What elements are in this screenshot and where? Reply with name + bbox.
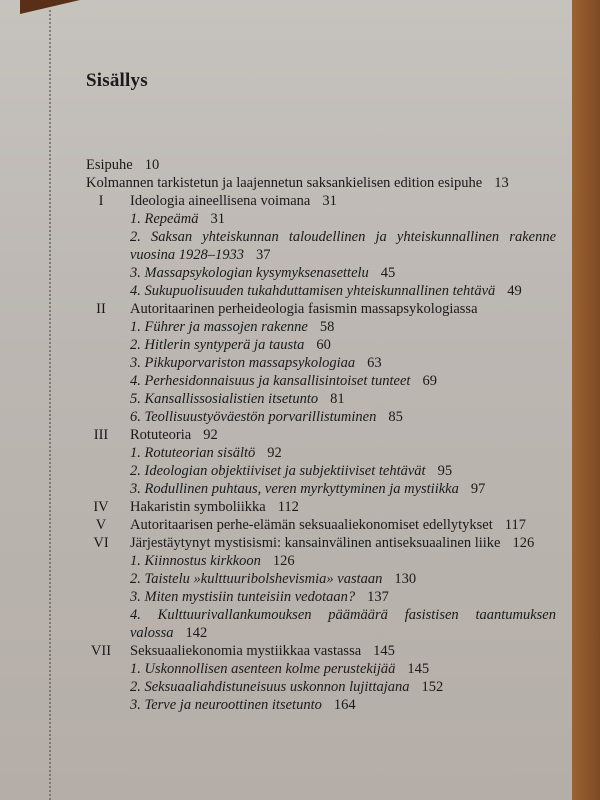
chapter-numeral: VI	[93, 535, 109, 551]
chapter-title-line	[130, 498, 556, 516]
toc-section	[130, 444, 556, 462]
page-number: 97	[470, 481, 486, 497]
toc-section	[130, 264, 556, 282]
chapter-title: Rotuteoria	[130, 427, 192, 443]
toc-section	[130, 210, 556, 228]
page-number: 10	[144, 157, 160, 173]
chapter-title-line	[130, 300, 556, 318]
section-title: 3. Massapsykologian kysymyksenasettelu	[130, 265, 369, 281]
toc-section	[130, 570, 556, 588]
section-title: 3. Rodullinen puhtaus, veren myrkyttyminen ja mystiikka	[130, 481, 459, 497]
page-number: 117	[504, 517, 526, 533]
toc-section	[130, 696, 556, 714]
toc-section	[130, 588, 556, 606]
toc-section	[130, 660, 556, 678]
page-number: 152	[421, 679, 444, 695]
section-title: 3. Terve ja neuroottinen itsetunto	[130, 697, 322, 713]
chapter-title: Seksuaaliekonomia mystiikkaa vastassa	[130, 643, 362, 659]
wooden-table-edge	[572, 0, 600, 800]
section-title: 2. Taistelu »kulttuuribolshevismia» vastaan	[130, 571, 383, 587]
page-number: 31	[210, 211, 225, 227]
toc-front-matter-item: Esipuhe 10	[86, 157, 160, 173]
toc-chapter	[86, 642, 556, 714]
page-number: 95	[437, 463, 453, 479]
page-number: 81	[330, 391, 345, 407]
section-title: 1. Uskonnollisen asenteen kolme perustekijää	[130, 661, 396, 677]
page-number: 58	[319, 319, 335, 335]
toc-section	[130, 354, 556, 372]
toc-chapter	[86, 516, 556, 534]
page-number: 37	[255, 247, 271, 263]
chapter-title-line	[130, 516, 556, 534]
toc-section	[130, 228, 556, 264]
chapter-numeral: II	[96, 301, 106, 317]
toc-front-matter-item: Kolmannen tarkistetun ja laajennetun saksankielisen edition esipuhe 13	[86, 175, 509, 191]
page-number: 126	[512, 535, 535, 551]
page-number: 45	[380, 265, 396, 281]
toc-section	[130, 462, 556, 480]
page-number: 112	[277, 499, 299, 515]
section-title: 4. Kulttuurivallankumouksen päämäärä fasistisen taantumuksen valossa	[130, 607, 556, 641]
toc-chapter	[86, 498, 556, 516]
chapter-title: Ideologia aineellisena voimana	[130, 193, 311, 209]
page-number: 13	[494, 175, 509, 191]
chapter-title: Autoritaarinen perheideologia fasismin massapsykologiassa	[130, 301, 478, 317]
chapter-title-line	[130, 192, 556, 210]
section-title: 4. Perhesidonnaisuus ja kansallisintoiset tunteet	[130, 373, 411, 389]
page-number: 92	[203, 427, 218, 443]
toc-section	[130, 282, 556, 300]
page-number: 31	[322, 193, 337, 209]
section-title: 1. Kiinnostus kirkkoon	[130, 553, 261, 569]
toc-section	[130, 606, 556, 642]
toc-chapter	[86, 300, 556, 426]
toc-section	[130, 390, 556, 408]
page-number: 49	[507, 283, 522, 299]
chapter-title-line	[130, 426, 556, 444]
section-title: 1. Führer ja massojen rakenne	[130, 319, 308, 335]
toc-chapter	[86, 534, 556, 642]
chapter-title-line	[130, 534, 556, 552]
toc-chapters	[86, 192, 556, 714]
chapter-title: Hakaristin symboliikka	[130, 499, 266, 515]
chapter-title: Järjestäytynyt mystisismi: kansainvälinen antiseksuaalinen liike	[130, 535, 501, 551]
section-title: 2. Hitlerin syntyperä ja tausta	[130, 337, 305, 353]
page-binding-perforation	[49, 10, 53, 800]
section-title: 2. Seksuaaliahdistuneisuus uskonnon lujittajana	[130, 679, 410, 695]
page-number: 85	[388, 409, 403, 425]
section-title: 1. Rotuteorian sisältö	[130, 445, 256, 461]
section-title: 4. Sukupuolisuuden tukahduttamisen yhteiskunnallinen tehtävä	[130, 283, 496, 299]
section-title: 3. Miten mystisiin tunteisiin vedotaan?	[130, 589, 356, 605]
toc-section	[130, 318, 556, 336]
page-number: 92	[267, 445, 282, 461]
chapter-numeral: I	[98, 193, 104, 209]
page-number: 142	[185, 625, 208, 641]
page-number: 60	[316, 337, 331, 353]
page-number: 164	[333, 697, 356, 713]
chapter-numeral: III	[93, 427, 109, 443]
table-of-contents	[86, 60, 556, 714]
page-number: 137	[367, 589, 389, 605]
toc-section	[130, 552, 556, 570]
page-number: 130	[394, 571, 417, 587]
section-title: 6. Teollisuustyöväestön porvarillistuminen	[130, 409, 377, 425]
page-number: 126	[272, 553, 295, 569]
chapter-numeral: V	[95, 517, 107, 533]
chapter-numeral: IV	[93, 499, 109, 515]
page-number: 145	[407, 661, 430, 677]
section-title: 3. Pikkuporvariston massapsykologiaa	[130, 355, 356, 371]
page-title: Sisällys	[86, 70, 148, 91]
chapter-title-line	[130, 642, 556, 660]
toc-list	[86, 156, 556, 714]
toc-chapter	[86, 426, 556, 498]
chapter-title: Autoritaarisen perhe-elämän seksuaaliekonomiset edellytykset	[130, 517, 493, 533]
toc-chapter	[86, 192, 556, 300]
page-number: 63	[367, 355, 382, 371]
toc-section	[130, 480, 556, 498]
chapter-numeral: VII	[90, 643, 112, 659]
toc-section	[130, 372, 556, 390]
section-title: 5. Kansallissosialistien itsetunto	[130, 391, 319, 407]
section-title: 2. Ideologian objektiiviset ja subjektiiviset tehtävät	[130, 463, 426, 479]
toc-section	[130, 336, 556, 354]
toc-section	[130, 408, 556, 426]
toc-section	[130, 678, 556, 696]
page-number: 145	[373, 643, 395, 659]
section-title: 1. Repeämä	[130, 211, 199, 227]
page-number: 69	[422, 373, 437, 389]
section-title: 2. Saksan yhteiskunnan taloudellinen ja yhteiskunnallinen rakenne vuosina 1928–1933	[130, 229, 556, 263]
